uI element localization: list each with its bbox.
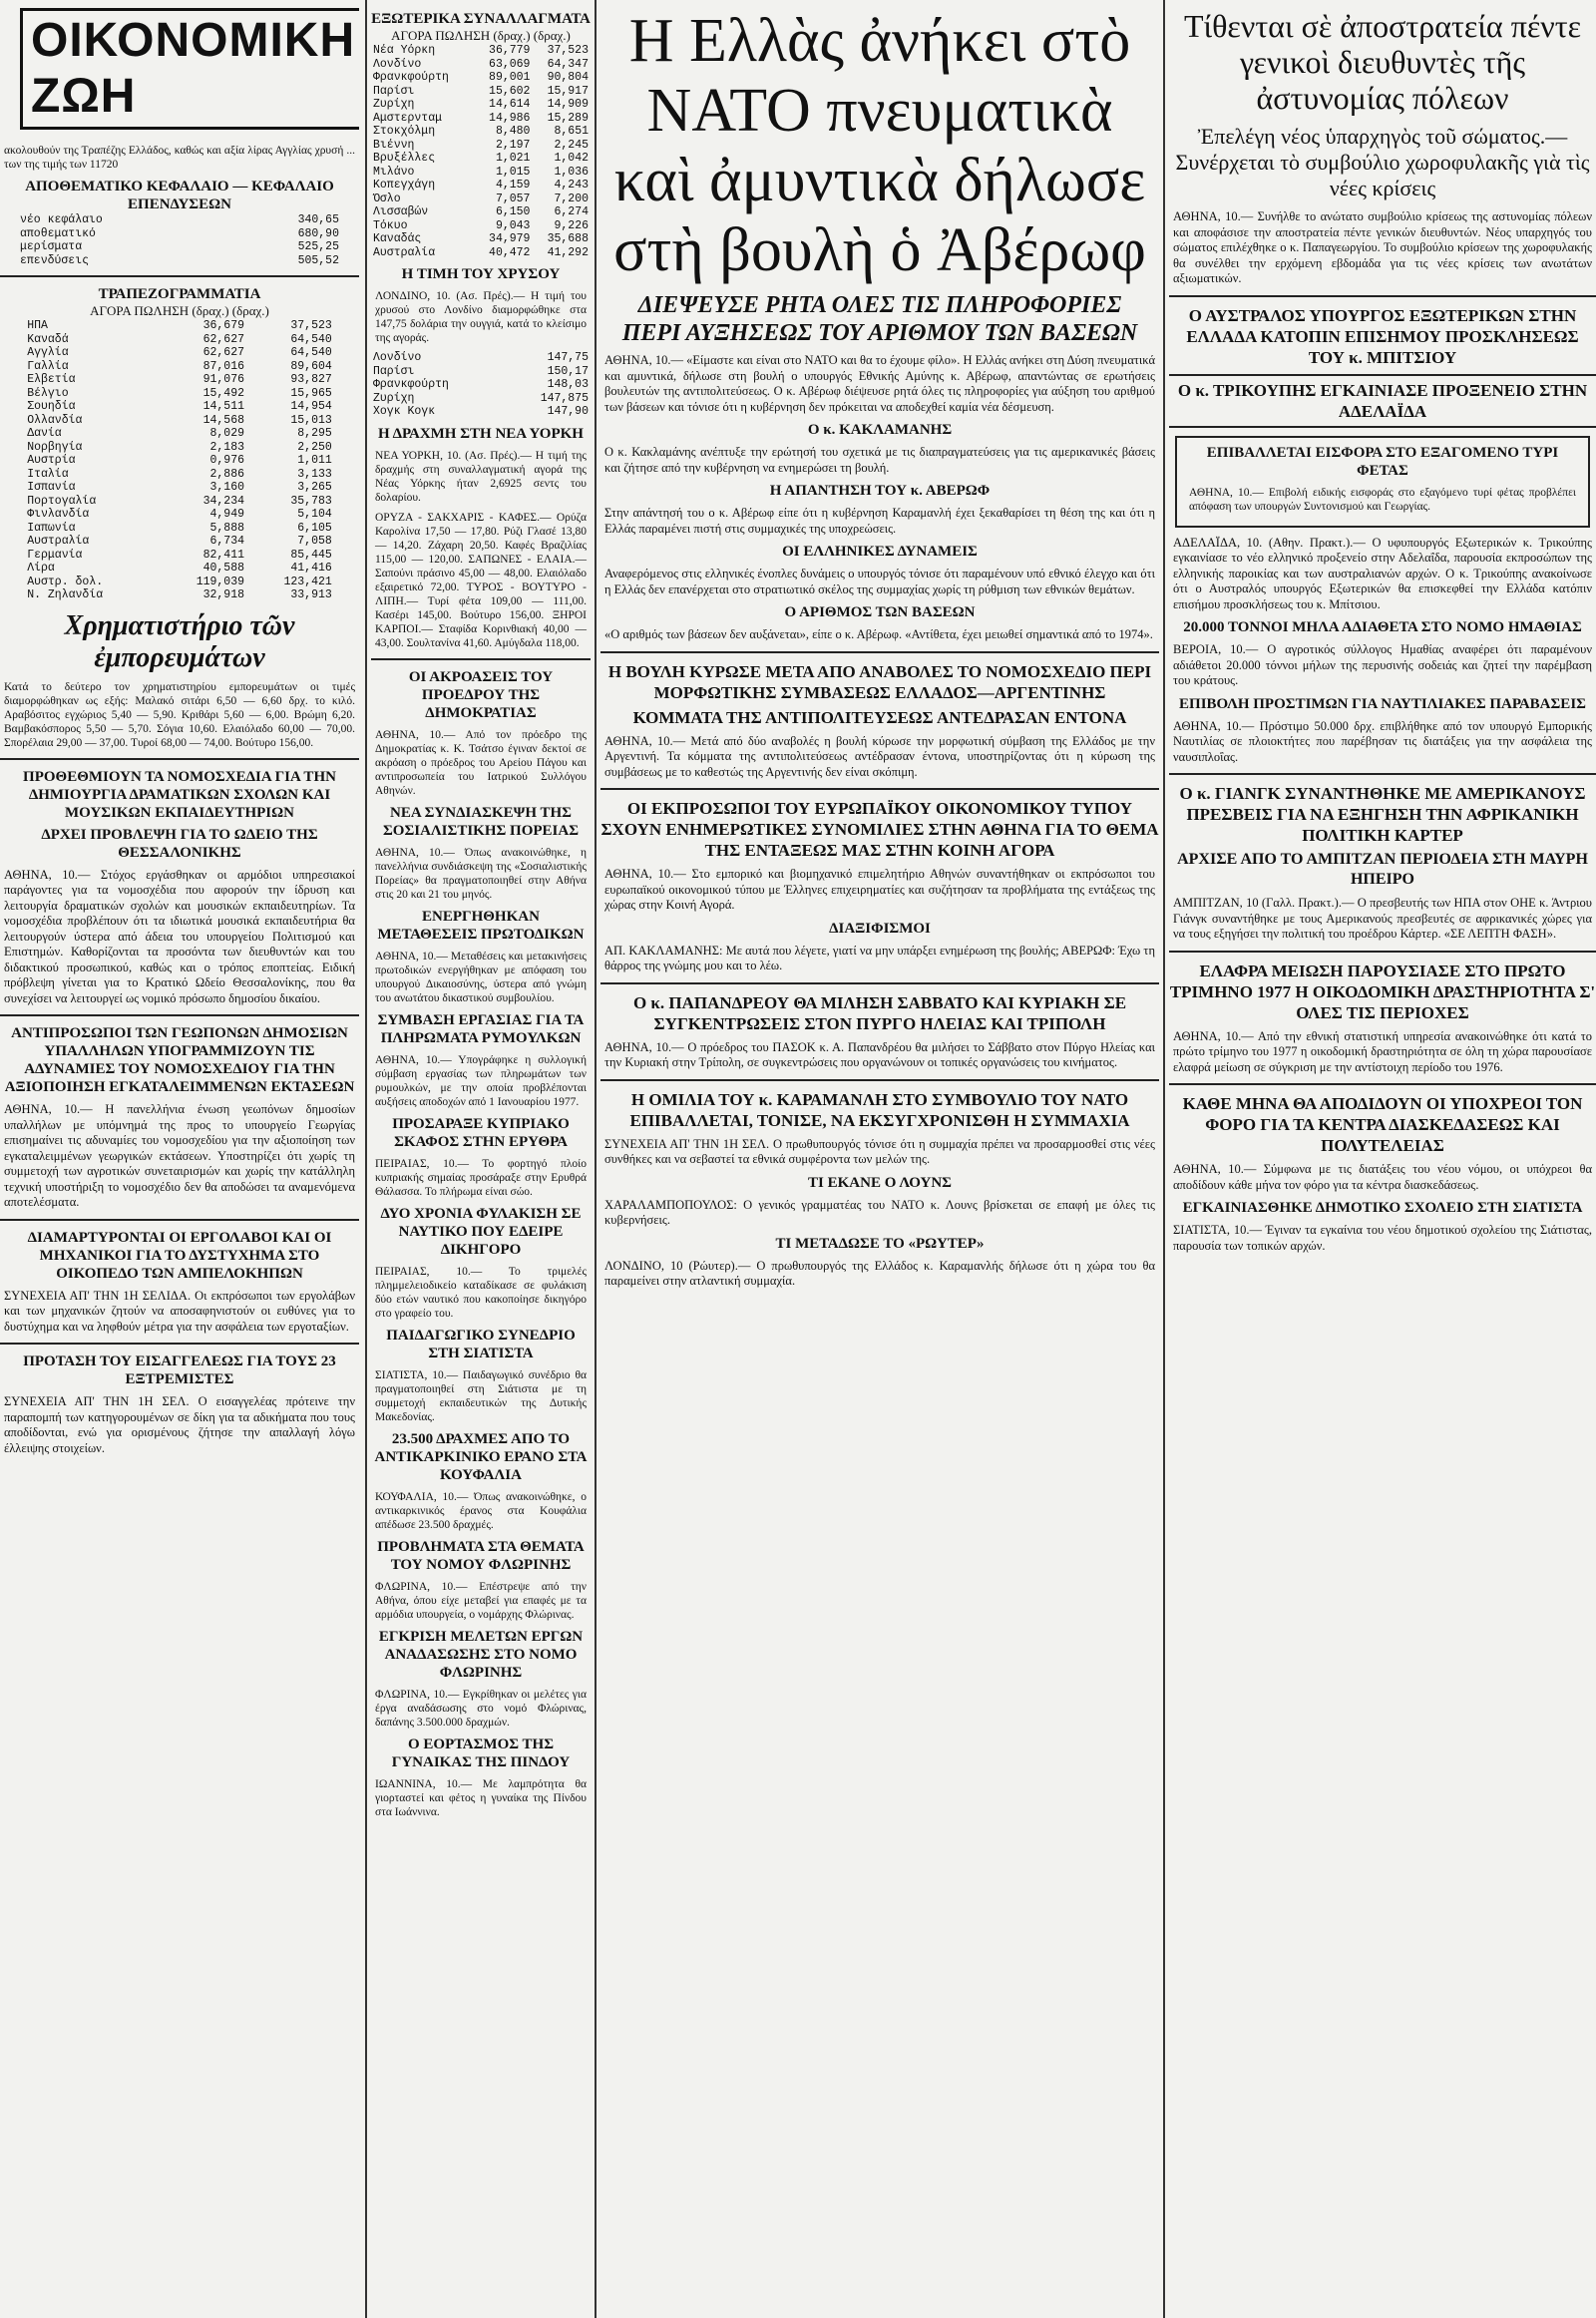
article-headline: ΕΠΙΒΟΛΗ ΠΡΟΣΤΙΜΩΝ ΓΙΑ ΝΑΥΤΙΛΙΑΚΕΣ ΠΑΡΑΒΑΣΕΙΣ [1179,695,1586,712]
rate-label: Όσλο [373,192,401,205]
rate-value: 34,234 [202,494,245,508]
rate-value: 35,688 [547,232,589,245]
column-main-story [600,0,1159,1296]
rate-value: 40,588 [202,562,245,575]
section-heading: ΤΙ ΜΕΤΑΔΩΣΕ ΤΟ «ΡΩΥΤΕΡ» [775,1235,985,1252]
rate-value: 14,954 [290,400,332,413]
rate-value: 63,069 [489,57,531,71]
rate-value: 36,779 [489,44,531,57]
rate-label: Τόκυο [373,218,408,232]
rate-value: 6,105 [297,521,332,535]
rate-label: Αυστρία [27,454,76,467]
article-subheadline: ΔΡΧΕΙ ΠΡΟΒΛΕΨΗ ΓΙΑ ΤΟ ΩΔΕΙΟ ΤΗΣ ΘΕΣΣΑΛΟΝΙΚΗΣ [41,826,318,861]
rate-value: 5,104 [297,508,332,521]
rate-label: Νορβηγία [27,440,83,454]
article-text: ΠΕΙΡΑΙΑΣ, 10.— Το τριμελές πλημμελειοδικείο καταδίκασε σε φυλάκιση δύο ετών ναυτικό που κακοποίησε δικηγόρο στο γραφείο του. [375,1265,587,1320]
lead-headline: Η Ελλὰς ἀνήκει στὸ ΝΑΤΟ πνευματικὰ καὶ ἀμυντικὰ δήλωσε στὴ βουλὴ ὁ Ἀβέρωφ [613,7,1146,284]
rate-value: 1,042 [554,152,589,165]
article-text: ΑΘΗΝΑ, 10.— Ο πρόεδρος του ΠΑΣΟΚ κ. Α. Παπανδρέου θα μιλήσει το Σάββατο στον Πύργο Ηλείας και την Κυριακή στην Τρίπολη, σε συγκεντρώσεις που οργανώνουν οι τοπικές οργανώσεις του κινήματος. [604,1039,1155,1069]
article-text: ΚΟΥΦΑΛΙΑ, 10.— Όπως ανακοινώθηκε, ο αντικαρκινικός έρανος στα Κουφάλια απέδωσε 23.500 δραχμές. [375,1490,587,1531]
rate-value: 91,076 [202,373,245,386]
rate-label: Ολλανδία [27,413,83,427]
rate-value: 89,604 [290,359,332,373]
rate-label: Αγγλία [27,346,69,359]
rate-value: 14,511 [202,400,245,413]
rate-row [25,508,334,522]
rate-row [25,588,334,602]
article-text: ΙΩΑΝΝΙΝΑ, 10.— Με λαμπρότητα θα γιορταστεί και φέτος η γυναίκα της Πίνδου στα Ιωάννινα. [375,1777,587,1818]
rate-row [371,232,591,246]
rate-label: Στοκχόλμη [373,125,436,138]
rate-value: 8,029 [209,427,245,440]
divider [600,1079,1159,1081]
divider [0,275,359,277]
rate-value: 14,986 [489,111,531,125]
rate-label: Καναδάς [373,232,422,245]
rate-value: 34,979 [489,232,531,245]
rate-row [371,392,591,406]
article-headline: Ο κ. ΓΙΑΝΓΚ ΣΥΝΑΝΤΗΘΗΚΕ ΜΕ ΑΜΕΡΙΚΑΝΟΥΣ ΠΡΕΣΒΕΙΣ ΓΙΑ ΝΑ ΕΞΗΓΗΣΗ ΤΗΝ ΑΦΡΙΚΑΝΙΚΗ ΠΟΛΙΤΙΚΗ ΚΑΡΤΕΡ [1179,784,1586,845]
rate-label: Ν. Ζηλανδία [27,588,104,601]
banknotes-table [25,319,334,602]
article-text: ΣΙΑΤΙΣΤΑ, 10.— Έγιναν τα εγκαίνια του νέου δημοτικού σχολείου της Σιάτιστας, παρουσία των τοπικών αρχών. [1173,1223,1592,1253]
gold-price-table [371,351,591,419]
article-headline: ΑΝΤΙΠΡΟΣΩΠΟΙ ΤΩΝ ΓΕΩΠΟΝΩΝ ΔΗΜΟΣΙΩΝ ΥΠΑΛΛΗΛΩΝ ΥΠΟΓΡΑΜΜΙΖΟΥΝ ΤΙΣ ΑΔΥΝΑΜΙΕΣ ΤΟΥ ΝΟΜΟΣΧΕΔΙΟΥ ΓΙΑ ΤΗΝ ΑΞΙΟΠΟΙΗΣΗ ΕΓΚΑΤΑΛΕΙΜΜΕΝΩΝ ΕΚΤΑΣΕΩΝ [4,1025,355,1095]
rates-intro: ακολουθούν της Τραπέζης Ελλάδος, καθώς και αξία λίρας Αγγλίας χρυσή ... των της τιμής των 11720 [4,145,355,171]
rate-row [371,166,591,180]
section-heading: ΟΙ ΕΛΛΗΝΙΚΕΣ ΔΥΝΑΜΕΙΣ [782,544,978,560]
rate-label: Ζυρίχη [373,391,415,405]
rate-value: 8,651 [554,125,589,138]
rate-value: 1,011 [297,454,332,467]
article-headline: 20.000 ΤΟΝΝΟΙ ΜΗΛΑ ΑΔΙΑΘΕΤΑ ΣΤΟ ΝΟΜΟ ΗΜΑΘΙΑΣ [1183,619,1582,635]
column-economy [0,0,359,1462]
rate-label: Βιέννη [373,138,415,152]
rate-value: 6,274 [554,205,589,218]
rate-value: 505,52 [297,253,339,267]
rate-label: μερίσματα [20,240,83,253]
rate-row [25,400,334,414]
article-headline: ΟΙ ΑΚΡΟΑΣΕΙΣ ΤΟΥ ΠΡΟΕΔΡΟΥ ΤΗΣ ΔΗΜΟΚΡΑΤΙΑΣ [408,668,554,721]
rate-value: 3,133 [297,467,332,481]
article-text: ΑΘΗΝΑ, 10.— Από την εθνική στατιστική υπηρεσία ανακοινώθηκε ότι κατά το πρώτο τρίμηνο του 1977 η οικοδομική δραστηριότητα σε όλη τη χώρα παρουσίασε ελαφρά μείωση σε σύγκριση με την αντίστοιχη περίοδο του 1976. [1173,1028,1592,1074]
rate-label: Γαλλία [27,359,69,373]
foreign-exchange-heading: ΕΞΩΤΕΡΙΚΑ ΣΥΝΑΛΛΑΓΜΑΤΑ [371,11,591,27]
rate-value: 3,265 [297,481,332,494]
article-text: ΑΘΗΝΑ, 10.— Στόχος εργάσθηκαν οι αρμόδιοι υπηρεσιακοί παράγοντες για τα νομοσχέδια που αφορούν την ίδρυση και λειτουργία δραματικών σχολών και μουσικών εκπαιδευτηρίων. Τα νομοσχέδια προβλέπουν ότι τα ιδιωτικά μουσικά εκπαιδευτήρια θα λειτουργούν ύστερα από άδεια του υπουργείου Πολιτισμού και Επιστημών. Καθορίζονται τα προσόντα των διευθυντών και του διδακτικού προσωπικού, καθώς και ο τρόπος εποπτείας. Ειδική πρόβλεψη γίνεται για το Κρατικό Ωδείο Θεσσαλονίκης, που θα συνεχίσει να λειτουργεί ως νομικό πρόσωπο δημοσίου δικαίου. [4,867,355,1005]
divider [600,982,1159,984]
column-news-briefs [371,0,591,1825]
rate-row [25,562,334,576]
article-headline: ΔΙΑΜΑΡΤΥΡΟΝΤΑΙ ΟΙ ΕΡΓΟΛΑΒΟΙ ΚΑΙ ΟΙ ΜΗΧΑΝΙΚΟΙ ΓΙΑ ΤΟ ΔΥΣΤΥΧΗΜΑ ΣΤΟ ΟΙΚΟΠΕΔΟ ΤΩΝ ΑΜΠΕΛΟΚΗΠΩΝ [27,1229,332,1282]
rate-value: 62,627 [202,332,245,346]
rate-value: 680,90 [297,226,339,240]
rate-value: 9,043 [495,218,531,232]
article-text: ΑΘΗΝΑ, 10.— Επιβολή ειδικής εισφοράς στο εξαγόμενο τυρί φέτας προβλέπει απόφαση των υπουργών Συντονισμού και Γεωργίας. [1189,486,1576,513]
rate-label: Κοπεγχάγη [373,179,436,192]
rate-value: 35,783 [290,494,332,508]
rate-row [25,549,334,563]
rate-value: 147,90 [547,405,589,418]
rate-label: Ιταλία [27,467,69,481]
divider [0,758,359,760]
section-heading: Ο κ. ΚΑΚΛΑΜΑΝΗΣ [807,422,953,438]
rate-value: 15,492 [202,386,245,400]
article-text: ΑΘΗΝΑ, 10.— Σύμφωνα με τις διατάξεις του νέου νόμου, οι υπόχρεοι θα αποδίδουν κάθε μήνα τον φόρο για τα κέντρα διασκεδάσεως. [1173,1162,1592,1192]
section-heading: ΔΙΑΞΙΦΙΣΜΟΙ [829,920,931,937]
article-text: ΑΜΠΙΤΖΑΝ, 10 (Γαλλ. Πρακτ.).— Ο πρεσβευτής των ΗΠΑ στον ΟΗΕ κ. Άντριου Γιάνγκ συναντήθηκε με τους Αμερικανούς πρεσβευτές σε αφρικανικές χώρες για να τους εξηγήσει την πολιτική του προέδρου Κάρτερ. «ΣΕ ΛΕΠΤΗ ΦΑΣΗ». [1173,896,1592,941]
article-headline: ΝΕΑ ΣΥΝΔΙΑΣΚΕΨΗ ΤΗΣ ΣΟΣΙΑΛΙΣΤΙΚΗΣ ΠΟΡΕΙΑΣ [382,804,580,839]
rate-row [25,576,334,589]
article-text: ΑΔΕΛΑΪΔΑ, 10. (Αθην. Πρακτ.).— Ο υφυπουργός Εξωτερικών κ. Τρικούπης εγκαινίασε το νέο ελληνικό προξενείο στην Αδελαΐδα, παρουσία εκπροσώπων της ελληνικής παροικίας και των αυστραλιανών αρχών. Ο κ. Τρικούπης ανακοίνωσε ότι ο Αυστραλός υπουργός Εξωτερικών θα επισκεφθεί την Ελλάδα κατόπιν επισήμου προσκλήσεως του κ. Μπίτσιου. [1173,535,1592,611]
rate-value: 41,292 [547,245,589,259]
rate-row [25,360,334,374]
section-text: Ο κ. Κακλαμάνης ανέπτυξε την ερώτησή του σχετικά με τις διαπραγματεύσεις για τις αμερικανικές βάσεις και ζήτησε από την κυβέρνηση να ενημερώσει τη βουλή. [604,445,1155,475]
column-rule [365,0,367,2318]
banknotes-subheading: ΑΓΟΡΑ ΠΩΛΗΣΗ (δραχ.) (δραχ.) [90,303,269,318]
capital-heading: ΑΠΟΘΕΜΑΤΙΚΟ ΚΕΦΑΛΑΙΟ — ΚΕΦΑΛΑΙΟ ΕΠΕΝΔΥΣΕΩΝ [25,179,334,212]
article-headline: ΟΙ ΕΚΠΡΟΣΩΠΟΙ ΤΟΥ ΕΥΡΩΠΑΪΚΟΥ ΟΙΚΟΝΟΜΙΚΟΥ ΤΥΠΟΥ ΣΧΟΥΝ ΕΝΗΜΕΡΩΤΙΚΕΣ ΣΥΝΟΜΙΛΙΕΣ ΣΤΗΝ ΑΘΗΝΑ ΓΙΑ ΤΟ ΘΕΜΑ ΤΗΣ ΕΝΤΑΞΕΩΣ ΜΑΣ ΣΤΗΝ ΚΟΙΝΗ ΑΓΟΡΑ [600,799,1159,860]
rate-value: 123,421 [283,575,332,588]
rate-value: 36,679 [202,319,245,332]
gold-price-heading: Η ΤΙΜΗ ΤΟΥ ΧΡΥΣΟΥ [401,266,561,282]
rate-value: 85,445 [290,548,332,562]
rate-label: Μιλάνο [373,165,415,179]
rate-row [25,441,334,455]
rate-value: 64,540 [290,346,332,359]
rate-value: 119,039 [196,575,245,588]
rate-label: Αμστερνταμ [373,111,443,125]
article-headline: Η ΒΟΥΛΗ ΚΥΡΩΣΕ ΜΕΤΑ ΑΠΟ ΑΝΑΒΟΛΕΣ ΤΟ ΝΟΜΟΣΧΕΔΙΟ ΠΕΡΙ ΜΟΡΦΩΤΙΚΗΣ ΣΥΜΒΑΣΕΩΣ ΕΛΛΑΔΟΣ—ΑΡΓΕΝΤΙΝΗΣ [607,661,1152,702]
masthead-economic-life: ΟΙΚΟΝΟΜΙΚΗ ΖΩΗ [20,8,359,130]
rate-row [25,495,334,509]
rate-label: Ιαπωνία [27,521,76,535]
rate-value: 7,058 [297,535,332,548]
section-text: ΛΟΝΔΙΝΟ, 10 (Ρώυτερ).— Ο πρωθυπουργός της Ελλάδος κ. Καραμανλής δήλωσε ότι η χώρα του θα παραμείνει στην ατλαντική συμμαχία. [604,1258,1155,1288]
article-headline: 23.500 ΔΡΑΧΜΕΣ ΑΠΟ ΤΟ ΑΝΤΙΚΑΡΚΙΝΙΚΟ ΕΡΑΝΟ ΣΤΑ ΚΟΥΦΑΛΙΑ [374,1430,588,1483]
article-headline: ΔΥΟ ΧΡΟΝΙΑ ΦΥΛΑΚΙΣΗ ΣΕ ΝΑΥΤΙΚΟ ΠΟΥ ΕΔΕΙΡΕ ΔΙΚΗΓΟΡΟ [380,1205,582,1258]
article-headline: ΕΠΙΒΑΛΛΕΤΑΙ ΕΙΣΦΟΡΑ ΣΤΟ ΕΞΑΓΟΜΕΝΟ ΤΥΡΙ ΦΕΤΑΣ [1206,444,1559,479]
rate-value: 2,197 [495,138,531,152]
rate-value: 15,965 [290,386,332,400]
rate-value: 2,250 [297,440,332,454]
rate-row [25,333,334,347]
section-text: ΧΑΡΑΛΑΜΠΟΠΟΥΛΟΣ: Ο γενικός γραμματέας του ΝΑΤΟ κ. Λουνς βρίσκεται σε επαφή με όλες τις κυβερνήσεις. [604,1197,1155,1227]
article-text: ΣΥΝΕΧΕΙΑ ΑΠ' ΤΗΝ 1Η ΣΕΛΙΔΑ. Οι εκπρόσωποι των εργολάβων και των μηχανικών ζητούν να αποσαφηνιστούν οι ευθύνες για το δυστύχημα και να ληφθούν μέτρα για την ασφάλεια των εργοταξίων. [4,1288,355,1334]
police-headline: Τίθενται σὲ ἀποστρατεία πέντε γενικοὶ διευθυντὲς τῆς ἀστυνομίας πόλεων [1183,8,1582,116]
rate-value: 14,909 [547,98,589,111]
rate-value: 90,804 [547,71,589,84]
rate-label: Πορτογαλία [27,494,97,508]
rate-value: 6,150 [495,205,531,218]
article-headline: ΣΥΜΒΑΣΗ ΕΡΓΑΣΙΑΣ ΓΙΑ ΤΑ ΠΛΗΡΩΜΑΤΑ ΡΥΜΟΥΛΚΩΝ [377,1011,585,1046]
article-headline: Ο ΕΟΡΤΑΣΜΟΣ ΤΗΣ ΓΥΝΑΙΚΑΣ ΤΗΣ ΠΙΝΔΟΥ [391,1736,571,1770]
divider [1169,773,1596,775]
rate-value: 93,827 [290,373,332,386]
divider [0,1343,359,1345]
rate-value: 147,875 [540,391,589,405]
rate-row [25,468,334,482]
rate-label: Αυστραλία [373,245,436,259]
rate-label: αποθεματικό [20,226,96,240]
rate-label: Λονδίνο [373,351,422,364]
rate-row [25,373,334,387]
rate-value: 4,949 [209,508,245,521]
rate-value: 37,523 [547,44,589,57]
rate-row [25,414,334,428]
foreign-exchange-subheading: ΑΓΟΡΑ ΠΩΛΗΣΗ (δραχ.) (δραχ.) [391,28,571,43]
article-text: ΒΕΡΟΙΑ, 10.— Ο αγροτικός σύλλογος Ημαθίας αναφέρει ότι παραμένουν αδιάθετοι 20.000 τόννοι μήλων της περυσινής σοδειάς και ζητεί την παρέμβαση του κράτους. [1173,642,1592,687]
article-headline: Ο κ. ΠΑΠΑΝΔΡΕΟΥ ΘΑ ΜΙΛΗΣΗ ΣΑΒΒΑΤΟ ΚΑΙ ΚΥΡΙΑΚΗ ΣΕ ΣΥΓΚΕΝΤΡΩΣΕΙΣ ΣΤΟΝ ΠΥΡΓΟ ΗΛΕΙΑΣ ΚΑΙ ΤΡΙΠΟΛΗ [632,992,1127,1033]
rate-value: 14,568 [202,413,245,427]
rate-label: Βέλγιο [27,386,69,400]
rate-value: 62,627 [202,346,245,359]
gold-price-text: ΛΟΝΔΙΝΟ, 10. (Ασ. Πρές).— Η τιμή του χρυσού στο Λονδίνο διαμορφώθηκε στα 147,75 δολάρια την ουγγιά, κατά το κλείσιμο της αγοράς. [375,290,587,344]
rate-label: Λονδίνο [373,57,422,71]
commodity-prices-text: ΟΡΥΖΑ - ΣΑΚΧΑΡΙΣ - ΚΑΦΕΣ.— Ορύζα Καρολίνα 17,50 — 17,80. Ρύζι Γλασέ 13,80 — 14,20. Ζάχαρη 20,50. Καφές Βραζιλίας 115,00 — 120,00. ΣΑΠΩΝΕΣ - ΕΛΑΙΑ.— Σαπούνι πράσινο 45,00 — 48,00. Ελαιόλαδο εξαιρετικό 72,00. ΤΥΡΟΣ - ΒΟΥΤΥΡΟ - ΛΙΠΗ.— Τυρί φέτα 109,00 — 111,00. Κασέρι 145,00. Βούτυρο 156,00. ΞΗΡΟΙ ΚΑΡΠΟΙ.— Σταφίδα Κορινθιακή 40,00 — 43,00. Σουλτανίνα 41,60. Αμύγδαλα 118,00. [375,511,587,649]
rate-value: 1,036 [554,165,589,179]
rate-row [25,427,334,441]
article-text: ΣΥΝΕΧΕΙΑ ΑΠ' ΤΗΝ 1Η ΣΕΛ. Ο πρωθυπουργός τόνισε ότι η συμμαχία πρέπει να προσαρμοσθεί στις νέες συνθήκες και να σεβαστεί τα εθνικά συμφέροντα των μελών της. [604,1136,1155,1166]
article-headline: ΠΡΟΣΑΡΑΞΕ ΚΥΠΡΙΑΚΟ ΣΚΑΦΟΣ ΣΤΗΝ ΕΡΥΘΡΑ [392,1115,570,1150]
rate-label: ΗΠΑ [27,319,48,332]
article-text: ΑΘΗΝΑ, 10.— Όπως ανακοινώθηκε, η πανελλήνια συνδιάσκεψη της «Σοσιαλιστικής Πορείας» θα πραγματοποιηθεί στην Αθήνα στις 20 και 21 του μηνός. [375,846,587,901]
article-headline: ΕΓΚΡΙΣΗ ΜΕΛΕΤΩΝ ΕΡΓΩΝ ΑΝΑΔΑΣΩΣΗΣ ΣΤΟ ΝΟΜΟ ΦΛΩΡΙΝΗΣ [378,1628,584,1681]
rate-row [25,454,334,468]
rate-row [371,205,591,219]
section-text: Στην απάντησή του ο κ. Αβέρωφ είπε ότι η κυβέρνηση Καραμανλή έχει ξεκαθαρίσει τη θέση της και ότι η Ελλάς παραμένει πιστή στις συμμαχικές της υποχρεώσεις. [604,506,1155,536]
rate-value: 33,913 [290,588,332,601]
divider [0,1014,359,1016]
rate-value: 3,160 [209,481,245,494]
rate-value: 4,243 [554,179,589,192]
rate-value: 1,015 [495,165,531,179]
article-text: ΑΘΗΝΑ, 10.— Μεταθέσεις και μετακινήσεις πρωτοδικών ενεργήθηκαν με απόφαση του υπουργού Δικαιοσύνης, ύστερα από γνώμη του ανωτάτου δικαστικού συμβουλίου. [375,950,587,1004]
rate-value: 15,013 [290,413,332,427]
divider [0,1219,359,1221]
rate-value: 2,183 [209,440,245,454]
rate-row [371,44,591,58]
rate-value: 150,17 [547,364,589,378]
rate-label: Γερμανία [27,548,83,562]
rate-label: Φινλανδία [27,508,90,521]
lead-text: ΑΘΗΝΑ, 10.— «Είμαστε και είναι στο ΝΑΤΟ και θα το έχουμε φίλο». Η Ελλάς ανήκει στη Δύση πνευματικά και αμυντικά, δήλωσε στη βουλή ο υπουργός Εθνικής Αμύνης κ. Αβέρωφ, απαντώντας σε ερωτήσεις βουλευτών της αντιπολιτεύσεως. Ο κ. Αβέρωφ διέψευσε ρητά όλες τις πληροφορίες για αύξηση του αριθμού των βάσεων και τόνισε ότι η κυβέρνηση δεν πρόκειται να αποδεχθεί καμία νέα δέσμευση. [604,353,1155,414]
column-rule [595,0,597,2318]
rate-value: 64,540 [290,332,332,346]
rate-row [18,227,341,241]
section-text: ΑΠ. ΚΑΚΛΑΜΑΝΗΣ: Με αυτά που λέγετε, γιατί να μην υπάρξει ενημέρωση της βουλής; ΑΒΕΡΩΦ: Έχω τη θάρρος της γνώμης μου και το λέω. [604,943,1155,972]
rate-value: 41,416 [290,562,332,575]
article-headline: ΠΡΟΘΕΘΜΙΟΥΝ ΤΑ ΝΟΜΟΣΧΕΔΙΑ ΓΙΑ ΤΗΝ ΔΗΜΙΟΥΡΓΙΑ ΔΡΑΜΑΤΙΚΩΝ ΣΧΟΛΩΝ ΚΑΙ ΜΟΥΣΙΚΩΝ ΕΚΠΑΙΔΕΥΤΗΡΙΩΝ [23,768,336,821]
rate-value: 40,472 [489,245,531,259]
article-text: ΑΘΗΝΑ, 10.— Συνήλθε το ανώτατο συμβούλιο κρίσεως της αστυνομίας πόλεων και αποφάσισε την αποστρατεία πέντε γενικών διευθυντών. Νέος υπαρχηγός του σώματος επιλέχθηκε ο κ. Παπαγεωργίου. Το συμβούλιο κρίσεων της χωροφυλακής θα συνέλθει την ερχόμενη εβδομάδα για τις νέες κρίσεις των ανωτάτων αξιωματικών. [1173,209,1592,285]
rate-label: Βρυξέλλες [373,152,436,165]
rate-label: Φρανκφούρτη [373,378,449,391]
rate-label: Νέα Υόρκη [373,44,436,57]
article-headline: ΚΑΘΕ ΜΗΝΑ ΘΑ ΑΠΟΔΙΔΟΥΝ ΟΙ ΥΠΟΧΡΕΟΙ ΤΟΝ ΦΟΡΟ ΓΙΑ ΤΑ ΚΕΝΤΡΑ ΔΙΑΣΚΕΔΑΣΕΩΣ ΚΑΙ ΠΟΛΥΤΕΛΕΙΑΣ [1182,1094,1583,1155]
article-headline: ΠΡΟΒΛΗΜΑΤΑ ΣΤΑ ΘΕΜΑΤΑ ΤΟΥ ΝΟΜΟΥ ΦΛΩΡΙΝΗΣ [377,1538,585,1573]
column-rule [1163,0,1165,2318]
article-text: ΑΘΗΝΑ, 10.— Στο εμπορικό και βιομηχανικό επιμελητήριο Αθηνών συναντήθηκαν οι εκπρόσωποι του ευρωπαϊκού οικονομικού τύπου με Έλληνες επιχειρηματίες και συζήτησαν τα προβλήματα της εντάξεως της χώρας στην Κοινή Αγορά. [604,867,1155,912]
article-subheadline: ΑΡΧΙΣΕ ΑΠΟ ΤΟ ΑΜΠΙΤΖΑΝ ΠΕΡΙΟΔΕΙΑ ΣΤΗ ΜΑΥΡΗ ΗΠΕΙΡΟ [1177,851,1588,888]
column-police-foreign [1169,0,1596,1260]
rate-value: 14,614 [489,98,531,111]
rate-value: 0,976 [209,454,245,467]
article-subheadline: Ο κ. ΤΡΙΚΟΥΠΗΣ ΕΓΚΑΙΝΙΑΣΕ ΠΡΟΞΕΝΕΙΟ ΣΤΗΝ ΑΔΕΛΑΪΔΑ [1177,380,1588,421]
article-text: ΑΘΗΝΑ, 10.— Η πανελλήνια ένωση γεωπόνων δημοσίων υπαλλήλων με υπόμνημά της προς το υπουργείο Γεωργίας επισημαίνει τις αδυναμίες του νομοσχεδίου για την αξιοποίηση των εγκαταλειμμένων γεωργικών εκτάσεων. Υποστηρίζει ότι χωρίς τη συμμετοχή των αγροτικών συνεταιρισμών και χωρίς την κατάλληλη τεχνική υποστήριξη το νομοσχέδιο δεν θα αποδώσει τα αναμενόμενα αποτελέσματα. [4,1102,355,1209]
lead-subheadline: ΔΙΕΨΕΥΣΕ ΡΗΤΑ ΟΛΕΣ ΤΙΣ ΠΛΗΡΟΦΟΡΙΕΣ ΠΕΡΙ ΑΥΞΗΣΕΩΣ ΤΟΥ ΑΡΙΘΜΟΥ ΤΩΝ ΒΑΣΕΩΝ [621,292,1138,346]
subheadline-band [1169,374,1596,428]
article-text: ΑΘΗΝΑ, 10.— Από τον πρόεδρο της Δημοκρατίας κ. Κ. Τσάτσο έγιναν δεκτοί σε ακρόαση ο πρόεδρος του Αρείου Πάγου και αντιπροσωπεία του Ιατρικού Συλλόγου Αθηνών. [375,728,587,797]
rate-value: 87,016 [202,359,245,373]
rate-value: 525,25 [297,240,339,253]
rate-row [25,319,334,333]
capital-table [18,213,341,267]
article-text: ΣΙΑΤΙΣΤΑ, 10.— Παιδαγωγικό συνέδριο θα πραγματοποιηθεί στη Σιάτιστα με τη συμμετοχή εκπαιδευτικών της Δυτικής Μακεδονίας. [375,1368,587,1423]
rate-value: 37,523 [290,319,332,332]
foreign-exchange-table [371,44,591,259]
rate-value: 89,001 [489,71,531,84]
article-headline: ΠΑΙΔΑΓΩΓΙΚΟ ΣΥΝΕΔΡΙΟ ΣΤΗ ΣΙΑΤΙΣΤΑ [386,1327,576,1361]
commodity-exchange-text: Κατά το δεύτερο τον χρηματιστηρίου εμπορευμάτων οι τιμές διαμορφώθηκαν ως εξής: Μαλακό σιτάρι 6,50 — 6,60 δρχ. το κιλό. Αραβόσιτος εγχώριος 5,40 — 5,90. Κριθάρι 5,60 — 6,00. Βρώμη 6,20. Βαμβακόσπορος 5,50 — 5,70. Σόγια 10,60. Ελαιόλαδο 60,00 — 70,00. Σπορέλαια 29,00 — 37,00. Τυροί 68,00 — 74,00. Βούτυρο 156,00. [4,680,355,749]
section-heading: Η ΑΠΑΝΤΗΣΗ ΤΟΥ κ. ΑΒΕΡΩΦ [769,483,991,499]
rate-label: Σουηδία [27,400,76,413]
article-text: ΣΥΝΕΧΕΙΑ ΑΠ' ΤΗΝ 1Η ΣΕΛ. Ο εισαγγελέας πρότεινε την παραπομπή των κατηγορουμένων σε δίκη για τα αδικήματα που τους αποδίδονται, ενώ για ορισμένους ζήτησε την απαλλαγή λόγω έλλειψης στοιχείων. [4,1394,355,1455]
divider [371,658,591,660]
section-heading: ΤΙ ΕΚΑΝΕ Ο ΛΟΥΝΣ [808,1174,952,1191]
rate-row [371,85,591,99]
commodity-exchange-heading: Χρηματιστήριο τῶν ἐμπορευμάτων [64,609,295,673]
rate-value: 32,918 [202,588,245,601]
rate-value: 8,480 [495,125,531,138]
rate-label: Ισπανία [27,481,76,494]
rate-value: 15,917 [547,84,589,98]
article-headline: ΕΝΕΡΓΗΘΗΚΑΝ ΜΕΤΑΘΕΣΕΙΣ ΠΡΩΤΟΔΙΚΩΝ [377,908,585,943]
rate-value: 15,602 [489,84,531,98]
rate-row [371,246,591,260]
rate-label: Δανία [27,427,62,440]
rate-label: Παρίσι [373,84,415,98]
rate-row [371,125,591,139]
divider [600,651,1159,653]
divider [600,788,1159,790]
divider [1169,295,1596,297]
drachma-text: ΝΕΑ ΥΟΡΚΗ, 10. (Ασ. Πρές).— Η τιμή της δραχμής στη συναλλαγματική αγορά της Νέας Υόρκης ήταν 2,6925 σεντς του δολαρίου. [375,449,587,504]
rate-value: 9,226 [554,218,589,232]
rate-row [25,387,334,401]
article-text: ΑΘΗΝΑ, 10.— Υπογράφηκε η συλλογική σύμβαση εργασίας των πληρωμάτων των ρυμουλκών, με την οποία προβλέπονται αυξήσεις αποδοχών από 1 Ιανουαρίου 1977. [375,1053,587,1108]
article-headline: ΕΛΑΦΡΑ ΜΕΙΩΣΗ ΠΑΡΟΥΣΙΑΣΕ ΣΤΟ ΠΡΩΤΟ ΤΡΙΜΗΝΟ 1977 Η ΟΙΚΟΔΟΜΙΚΗ ΔΡΑΣΤΗΡΙΟΤΗΤΑ Σ' ΟΛΕΣ ΤΙΣ ΠΕΡΙΟΧΕΣ [1169,961,1596,1022]
section-text: Αναφερόμενος στις ελληνικές ένοπλες δυνάμεις ο υπουργός τόνισε ότι παραμένουν υπό εθνικό έλεγχο και ότι η Ελλάς δεν επανέρχεται στο στρατιωτικό σκέλος της συμμαχίας χωρίς τη ρύθμιση των εθνικών θεμάτων. [604,567,1155,596]
rate-value: 2,886 [209,467,245,481]
rate-value: 340,65 [297,213,339,226]
rate-value: 4,159 [495,179,531,192]
rate-row [371,71,591,85]
rate-row [371,405,591,419]
rate-row [371,365,591,379]
rate-row [18,254,341,268]
rate-value: 7,057 [495,192,531,205]
rate-value: 5,888 [209,521,245,535]
rate-label: νέο κεφάλαιο [20,213,103,226]
rate-value: 15,289 [547,111,589,125]
rate-row [371,152,591,166]
article-headline: Ο ΑΥΣΤΡΑΛΟΣ ΥΠΟΥΡΓΟΣ ΕΞΩΤΕΡΙΚΩΝ ΣΤΗΝ ΕΛΛΑΔΑ ΚΑΤΟΠΙΝ ΕΠΙΣΗΜΟΥ ΠΡΟΣΚΛΗΣΕΩΣ ΤΟΥ κ. ΜΠΙΤΣΙΟΥ [1186,305,1579,367]
article-headline: Η ΟΜΙΛΙΑ ΤΟΥ κ. ΚΑΡΑΜΑΝΛΗ ΣΤΟ ΣΥΜΒΟΥΛΙΟ ΤΟΥ ΝΑΤΟ ΕΠΙΒΑΛΛΕΤΑΙ, ΤΟΝΙΣΕ, ΝΑ ΕΚΣΥΓΧΡΟΝΙΣΘΗ Η ΣΥΜΜΑΧΙΑ [629,1089,1130,1130]
rate-label: Χογκ Κογκ [373,405,436,418]
article-text: ΑΘΗΝΑ, 10.— Μετά από δύο αναβολές η βουλή κύρωσε την μορφωτική σύμβαση της Ελλάδος με την Αργεντινή. Τα κόμματα της αντιπολιτεύσεως αντέδρασαν έντονα, υποστηρίζοντας ότι η κύρωση της συμβάσεως με το καθεστώς της Αργεντινής δεν είναι σκόπιμη. [604,733,1155,779]
rate-value: 2,245 [554,138,589,152]
divider [1169,1083,1596,1085]
rate-label: Λισσαβών [373,205,429,218]
rate-row [371,98,591,112]
rate-row [25,535,334,549]
rate-row [371,139,591,153]
rate-label: Ελβετία [27,373,76,386]
rate-row [25,346,334,360]
rate-label: Αυστρ. δολ. [27,575,104,588]
rate-row [371,58,591,72]
article-text: ΦΛΩΡΙΝΑ, 10.— Επέστρεψε από την Αθήνα, όπου είχε μεταβεί για επαφές με τα αρμόδια υπουργεία, ο νομάρχης Φλώρινας. [375,1580,587,1621]
rate-row [25,481,334,495]
rate-value: 8,295 [297,427,332,440]
rate-value: 82,411 [202,548,245,562]
rate-value: 64,347 [547,57,589,71]
rate-value: 6,734 [209,535,245,548]
rate-row [371,193,591,206]
article-headline: ΠΡΟΤΑΣΗ ΤΟΥ ΕΙΣΑΓΓΕΛΕΩΣ ΓΙΑ ΤΟΥΣ 23 ΕΞΤΡΕΜΙΣΤΕΣ [23,1353,336,1387]
rate-row [371,112,591,126]
rate-row [18,213,341,227]
rate-row [371,219,591,233]
rate-label: Ζυρίχη [373,98,415,111]
rate-row [371,179,591,193]
rate-value: 1,021 [495,152,531,165]
divider [1169,951,1596,953]
banknotes-heading: ΤΡΑΠΕΖΟΓΡΑΜΜΑΤΙΑ [98,286,261,302]
article-text: ΠΕΙΡΑΙΑΣ, 10.— Το φορτηγό πλοίο κυπριακής σημαίας προσάραξε στην Ερυθρά Θάλασσα. Το πλήρωμα είναι σώο. [375,1157,587,1198]
article-text: ΦΛΩΡΙΝΑ, 10.— Εγκρίθηκαν οι μελέτες για έργα αναδάσωσης στο νομό Φλώρινας, δαπάνης 3.500.000 δραχμών. [375,1688,587,1729]
article-subheadline: ΚΟΜΜΑΤΑ ΤΗΣ ΑΝΤΙΠΟΛΙΤΕΥΣΕΩΣ ΑΝΤΕΔΡΑΣΑΝ ΕΝΤΟΝΑ [632,707,1127,727]
rate-label: επενδύσεις [20,253,90,267]
rate-value: 147,75 [547,351,589,364]
rate-row [25,522,334,536]
article-headline: ΕΓΚΑΙΝΙΑΣΘΗΚΕ ΔΗΜΟΤΙΚΟ ΣΧΟΛΕΙΟ ΣΤΗ ΣΙΑΤΙΣΤΑ [1182,1200,1583,1216]
rate-value: 148,03 [547,378,589,391]
drachma-heading: Η ΔΡΑΧΜΗ ΣΤΗ ΝΕΑ ΥΟΡΚΗ [378,425,584,442]
section-heading: Ο ΑΡΙΘΜΟΣ ΤΩΝ ΒΑΣΕΩΝ [784,604,976,620]
rate-label: Αυστραλία [27,535,90,548]
rate-row [371,351,591,365]
rate-value: 7,200 [554,192,589,205]
rate-label: Λίρα [27,562,55,575]
section-text: «Ο αριθμός των βάσεων δεν αυξάνεται», είπε ο κ. Αβέρωφ. «Αντίθετα, έχει μειωθεί σημαντικά από το 1974». [604,627,1153,641]
rate-label: Φρανκφούρτη [373,71,449,84]
boxed-article [1175,436,1590,528]
rate-row [18,240,341,254]
rate-row [371,378,591,392]
police-subheadline: Ἐπελέγη νέος ὑπαρχηγὸς τοῦ σώματος.— Συνέρχεται τὸ συμβούλιο χωροφυλακῆς γιὰ τὶς νέες κρίσεις [1175,124,1590,200]
article-text: ΑΘΗΝΑ, 10.— Πρόστιμο 50.000 δρχ. επιβλήθηκε από τον υπουργό Εμπορικής Ναυτιλίας σε πλοιοκτήτες που παρέβησαν τις διατάξεις για την ασφάλεια της ναυσιπλοΐας. [1173,718,1592,764]
rate-label: Παρίσι [373,364,415,378]
rate-label: Καναδά [27,332,69,346]
